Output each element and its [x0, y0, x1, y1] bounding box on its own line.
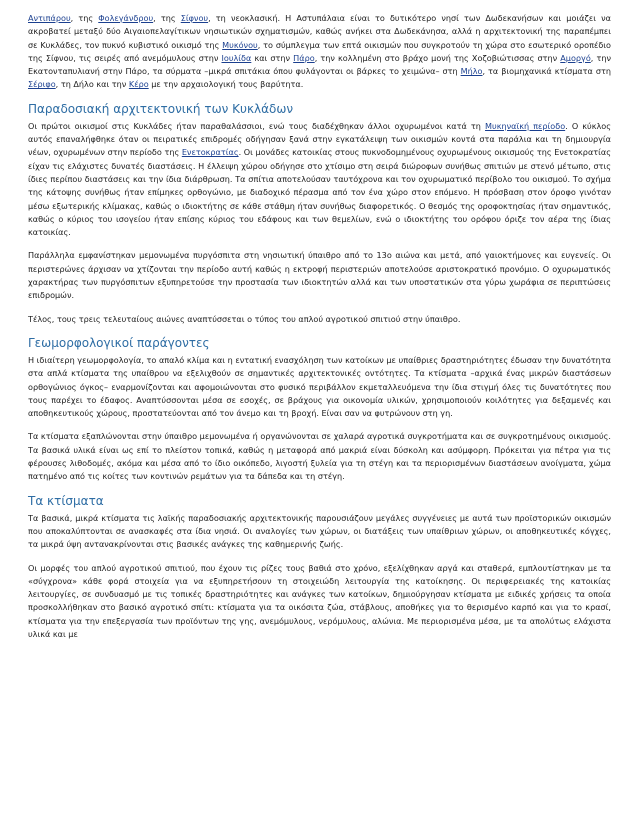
text-run: Οι πρώτοι οικισμοί στις Κυκλάδες ήταν παραθαλάσσιοι, ενώ τους διαδέχθηκαν άλλοι οχυρωμένοι κατά τη: [28, 120, 486, 131]
link-μυκόνου[interactable]: Μυκόνου: [222, 39, 258, 50]
text-run: . Ο κύκλος αυτός επαναλήφθηκε όταν οι πειρατικές επιδρομές οδήγησαν ξανά στην εγκατάλειψη των οικισμών κοντά στα παράλια και τη δημιουργία νέων, οχυρωμένων στην περίοδο της: [28, 120, 611, 158]
link-αμοργό[interactable]: Αμοργό: [560, 52, 591, 63]
link-ιουλίδα[interactable]: Ιουλίδα: [221, 52, 252, 63]
text-run: , τη νεοκλασική. Η Αστυπάλαια είναι το δυτικότερο νησί των Δωδεκανήσων και μοιάζει να ακροβατεί μεταξύ δύο Αιγαιοπελαγίτικων νησιωτικών σχηματισμών, καθώς ανήκει στα Δωδεκάνησα, αλλά η αρχιτεκτονική της παραπέμπει σε Κυκλάδες, τον πυκνό κυβιστικό οικισμό της: [28, 13, 611, 50]
heading-geomorphology: Γεωμορφολογικοί παράγοντες: [28, 335, 210, 350]
link-κέρο[interactable]: Κέρο: [128, 79, 149, 90]
text-run: , τα βιομηχανικά κτίσματα στη: [482, 66, 611, 77]
link-φολεγάνδρου[interactable]: Φολεγάνδρου: [98, 13, 154, 23]
text-run: , το σύμπλεγμα των επτά οικισμών που συγκροτούν τη χώρα στο εσωτερικό οροπέδιο της Σίφνου, τις σειρές από ανεμόμυλους στην: [28, 39, 611, 63]
link-σίφνου[interactable]: Σίφνου: [180, 13, 209, 23]
text-run: , της: [70, 13, 99, 23]
paragraph-buildings-2: Οι μορφές του απλού αγροτικού σπιτιού, που έχουν τις ρίζες τους βαθιά στο χρόνο, εξελίχθηκαν αργά και σταθερά, εμπλουτίστηκαν με τα «σύγχρονα» κάθε φορά στοιχεία για να εξυπηρετήσουν τη στοιχειώδη λειτουργία της κατοίκησης. Οι περιφερειακές της κατοικίας λειτουργίες, σε συνδυασμό με τις τοπικές δραστηριότητες και ανάγκες των κατοίκων, δημιούργησαν κτίσματα με ειδικές χρήσεις τα οποία προσκολλήθηκαν στο βασικό αγροτικό σπίτι: κτίσματα για τα οικόσιτα ζώα, στάβλους, αποθήκες για το θερισμένο καρπό και για το κρασί, κτίσματα για την επεξεργασία των προϊόντων της γης, ανεμόμυλους, νερόμυλους, αλώνια. Με περιορισμένα μέσα, με τα απολύτως ελάχιστα υλικά και με: [28, 562, 611, 639]
text-run: με την αρχαιολογική τους βαρύτητα.: [148, 79, 304, 90]
text-run: και στην: [251, 52, 294, 63]
paragraph-settlements: [28, 120, 611, 240]
text-run: , την Εκατονταπυλιανή στην Πάρο, τα σύρματα –μικρά σπιτάκια όπου φυλάγονται οι βάρκες το χειμώνα– στη: [28, 52, 612, 77]
text-run: , την κολλημένη στο βράχο μονή της Χοζοβιώτισσας στην: [314, 52, 561, 63]
link-σέριφο[interactable]: Σέριφο: [28, 79, 56, 90]
heading-buildings: Τα κτίσματα: [28, 493, 104, 508]
text-run: . Οι μονάδες κατοικίας στους πυκνοδομημένους οχυρωμένους οικισμούς της Ενετοκρατίας είχαν τις ελάχιστες δυνατές διαστάσεις. Η έλλειψη χώρου οδήγησε στο χτίσιμο στη σειρά διώροφων συνήθως σπιτιών με στενό μέτωπο, στις ίδιες περίπου διαστάσεις και την ίδια διάρθρωση. Τα σπίτια αποτελούσαν ταυτόχρονα και τον οχυρωματικό περίβολο του οικισμού. Το σχήμα της κάτοψης συνήθως ήταν επίμηκες ορθογώνιο, με διαδοχικό πέρασμα από τον ένα χώρο στον επόμενο. Η πρόσβαση στον όροφο γινόταν μέσω εξωτερικής κλίμακας, καθώς ο ιδιοκτήτης σε κάθε στάθμη ήταν συνήθως διαφορετικός. Ο θεσμός της οροφοκτησίας ήταν σημαντικός, καθώς ο κύριος του ισογείου ήταν επίσης κύριος του εδάφους και των θεμελίων, ενώ ο ιδιοκτήτης του ορόφου όριζε τον αέρα της ίδιας κατοικίας.: [28, 147, 611, 238]
link-μυκηναϊκή-περίοδο[interactable]: Μυκηναϊκή περίοδο: [485, 120, 566, 131]
intro-paragraph: [28, 12, 611, 92]
paragraph-tower-houses: Παράλληλα εμφανίστηκαν μεμονωμένα πυργόσπιτα στη νησιωτική ύπαιθρο από το 13ο αιώνα και μετά, από γαιοκτήμονες και ευγενείς. Οι περιστερώνες άρχισαν να χτίζονται την περίοδο αυτή καθώς η εκτροφή περιστεριών αποτελούσε αριστοκρατικό προνόμιο. Ο οχυρωματικός χαρακτήρας των πυργόσπιτων εξυπηρετούσε την προστασία των ιδιοκτητών αλλά και των υποστατικών στα γύρω χωράφια σε περιπτώσεις επιδρομών.: [28, 250, 611, 301]
link-αντιπάρου[interactable]: Αντιπάρου: [28, 13, 71, 23]
link-μήλο[interactable]: Μήλο: [460, 66, 483, 77]
document-page: [28, 12, 611, 651]
text-run: , της: [153, 13, 181, 23]
heading-traditional-architecture: Παραδοσιακή αρχιτεκτονική των Κυκλάδων: [28, 101, 294, 116]
text-run: , τη Δήλο και την: [55, 79, 129, 90]
paragraph-rural-house: Τέλος, τους τρεις τελευταίους αιώνες αναπτύσσεται ο τύπος του απλού αγροτικού σπιτιού στην ύπαιθρο.: [28, 313, 461, 324]
link-πάρο[interactable]: Πάρο: [293, 52, 315, 63]
paragraph-geomorphology-2: Τα κτίσματα εξαπλώνονται στην ύπαιθρο μεμονωμένα ή οργανώνονται σε χαλαρά αγροτικά συγκροτήματα και σε συγκροτημένους οικισμούς. Τα βασικά υλικά είναι ως επί το πλείστον τοπικά, καθώς η μεταφορά από μακριά είναι δύσκολη και ασύμφορη. Πρόκειται για πέτρα για τις φέρουσες λιθοδομές, ακόμα και μέσα από το ίδιο οικόπεδο, λιγοστή ξυλεία για τη στέγη και τα περιορισμένων διαστάσεων ανοίγματα, χώμα πατημένο από τις κοίτες των κοντινών ρεμάτων για τα δάπεδα και τη στέγη.: [28, 431, 611, 482]
paragraph-geomorphology-1: Η ιδιαίτερη γεωμορφολογία, το απαλό κλίμα και η εντατική ενασχόληση των κατοίκων με υπαίθριες δραστηριότητες έδωσαν την δυνατότητα στα απλά κτίσματα της υπαίθρου να εξελιχθούν σε σημαντικές αρχιτεκτονικές οντότητες. Τα κτίσματα –αρχικά ένας μικρών διαστάσεων ορθογώνιος όγκος– εναρμονίζονται και αφομοιώνονται στο φυσικό περιβάλλον εκμεταλλευόμενα την ίδια στιγμή όλες τις δυνατότητες που τους παρέχει το έδαφος. Αναπτύσσονται μέσα σε εσοχές, σε βράχους για οικονομία υλικών, χρησιμοποιούν κοιλότητες για δεξαμενές και αποθηκευτικούς χώρους, προστατεύονται από τον άνεμο και τη βροχή. Είναι σαν να φυτρώνουν στη γη.: [28, 354, 611, 419]
paragraph-buildings-1: Τα βασικά, μικρά κτίσματα τις λαϊκής παραδοσιακής αρχιτεκτονικής παρουσιάζουν μεγάλες συγγένειες με αυτά των προϊστορικών οικισμών που αποκαλύπτονται σε ανασκαφές στα ίδια νησιά. Οι αναλογίες των χώρων, οι διατάξεις των υπαίθριων χώρων, οι αποθηκευτικές κόγχες, τα μικρά ύψη αντανακρίνονται στις βασικές ανάγκες της καθημερινής ζωής.: [28, 512, 611, 550]
link-ενετοκρατίας[interactable]: Ενετοκρατίας: [181, 147, 239, 158]
